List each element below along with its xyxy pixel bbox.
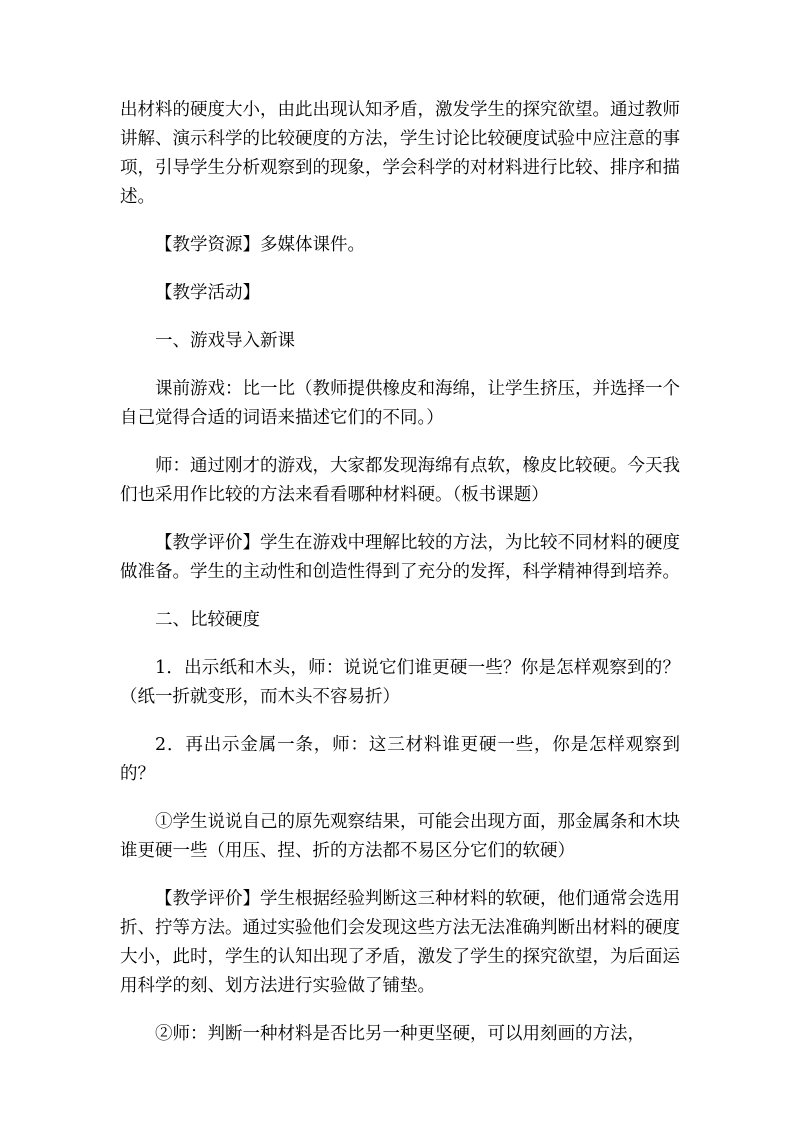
document-body — [120, 96, 680, 1068]
sub-item-2: ②师：判断一种材料是否比另一种更坚硬，可以用刻画的方法， — [155, 1024, 645, 1044]
heading-section-2: 二、比较硬度 — [155, 610, 260, 630]
paragraph-evaluation-1: 【教学评价】学生在游戏中理解比较的方法，为比较不同材料的硬度做准备。学生的主动性和创造性得到了充分的发挥，科学精神得到培养。 — [120, 533, 680, 582]
heading-teaching-activities: 【教学活动】 — [155, 283, 260, 303]
list-item-1: 1．出示纸和木头，师：说说它们谁更硬一些？你是怎样观察到的？（纸一折就变形，而木头不容易折） — [120, 658, 680, 707]
paragraph-pre-class-game: 课前游戏：比一比（教师提供橡皮和海绵，让学生挤压，并选择一个自己觉得合适的词语来描述它们的不同。） — [120, 379, 680, 428]
paragraph-continued-intro: 出材料的硬度大小，由此出现认知矛盾，激发学生的探究欲望。通过教师讲解、演示科学的比较硬度的方法，学生讨论比较硬度试验中应注意的事项，引导学生分析观察到的现象，学会科学的对材料进行比较、排序和描述。 — [120, 100, 680, 207]
heading-section-1: 一、游戏导入新课 — [155, 331, 295, 351]
sub-item-1: ①学生说说自己的原先观察结果，可能会出现方面，那金属条和木块谁更硬一些（用压、捏、折的方法都不易区分它们的软硬） — [120, 812, 680, 861]
paragraph-evaluation-2: 【教学评价】学生根据经验判断这三种材料的软硬，他们通常会选用折、拧等方法。通过实验他们会发现这些方法无法准确判断出材料的硬度大小，此时，学生的认知出现了矛盾，激发了学生的探究欲望，为后面运用科学的刻、划方法进行实验做了铺垫。 — [120, 889, 680, 996]
list-item-2: 2．再出示金属一条，师：这三材料谁更硬一些，你是怎样观察到的？ — [120, 735, 680, 784]
paragraph-teaching-resources: 【教学资源】多媒体课件。 — [155, 235, 365, 255]
paragraph-teacher-intro: 师：通过刚才的游戏，大家都发现海绵有点软，橡皮比较硬。今天我们也采用作比较的方法来看看哪种材料硬。（板书课题） — [120, 456, 680, 505]
